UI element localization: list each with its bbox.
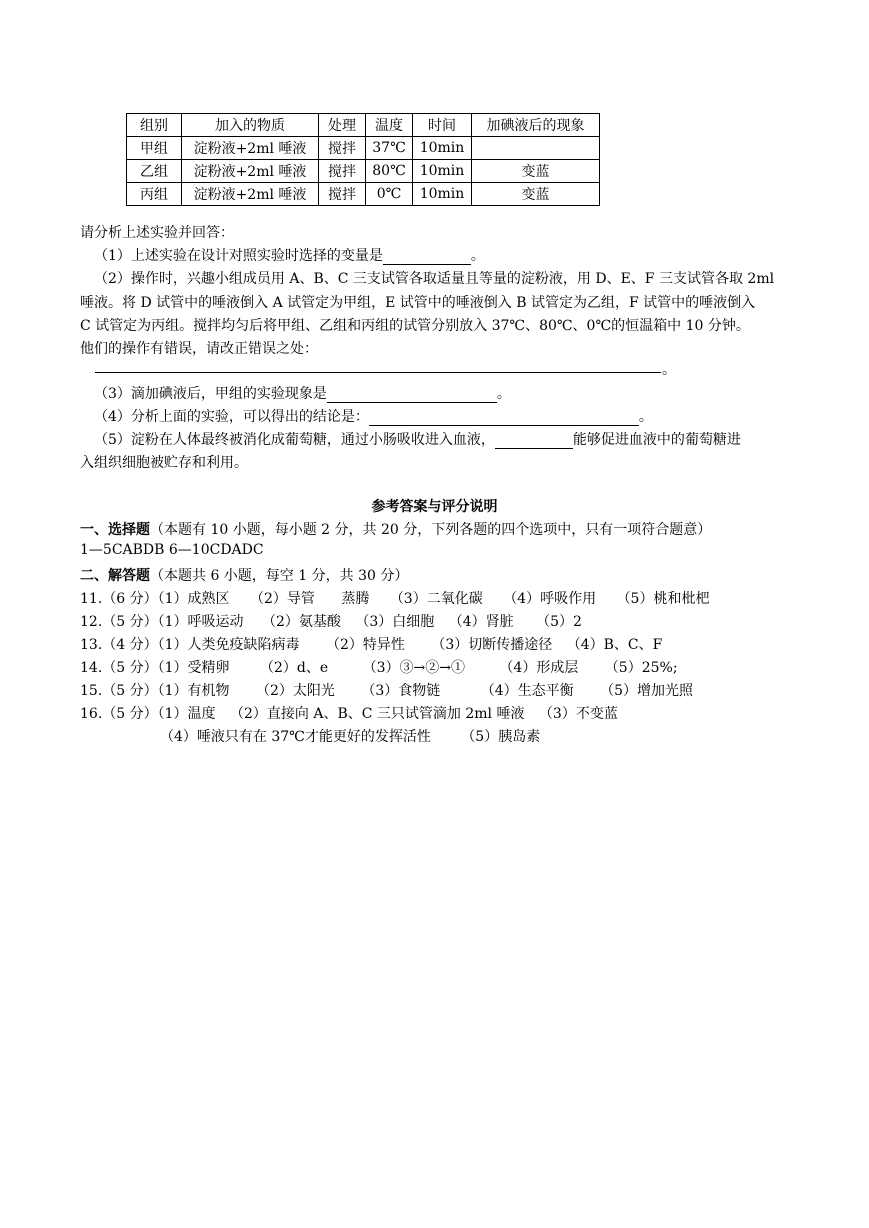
answer-part: （3）不变蓝	[538, 706, 618, 722]
header-cell: 组别	[127, 114, 182, 137]
answer-part: 11.（6 分）（1）成熟区	[80, 591, 230, 607]
table-cell: 10min	[413, 160, 472, 183]
answer-blank	[369, 409, 639, 426]
answer-item-13	[80, 634, 662, 654]
header-cell: 加碘液后的现象	[472, 114, 600, 137]
answer-part: （2）特异性	[325, 637, 405, 653]
question-3	[94, 383, 511, 403]
answer-blank	[95, 372, 661, 373]
questions-intro: 请分析上述实验并回答：	[80, 225, 234, 241]
answer-item-16	[80, 703, 618, 723]
table-header-row	[127, 114, 600, 137]
section-1-desc: （本题有 10 小题，每小题 2 分，共 20 分，下列各题的四个选项中，只有一项符合题意）	[150, 522, 712, 538]
answer-part: （5）增加光照	[600, 683, 694, 699]
section-2-title: 二、解答题	[80, 568, 150, 584]
table-cell: 搅拌	[319, 183, 366, 206]
question-4-end: 。	[638, 409, 653, 425]
question-2-line-2: 唾液。将 D 试管中的唾液倒入 A 试管定为甲组，E 试管中的唾液倒入 B 试管定为乙组，F 试管中的唾液倒入	[80, 295, 756, 311]
answer-item-12	[80, 611, 582, 631]
answer-part: （4）B、C、F	[566, 637, 663, 653]
table-cell: 10min	[413, 137, 472, 160]
table-cell: 变蓝	[472, 160, 600, 183]
section-1-heading	[80, 519, 711, 539]
question-5-text: （5）淀粉在人体最终被消化成葡萄糖，通过小肠吸收进入血液，	[94, 432, 495, 448]
answer-part: （5）胰岛素	[461, 729, 541, 745]
section-1-title: 一、选择题	[80, 522, 150, 538]
table-cell: 0℃	[366, 183, 413, 206]
answer-part: （3）食物链	[361, 683, 441, 699]
answer-part: 16.（5 分）（1）温度	[80, 706, 216, 722]
answer-part: （4）呼吸作用	[503, 591, 597, 607]
answer-part: 蒸腾	[341, 591, 370, 607]
answer-part: （3）③→②→①	[362, 660, 465, 676]
answer-part: （5）桃和枇杷	[616, 591, 710, 607]
table-cell: 搅拌	[319, 160, 366, 183]
table-cell: 淀粉液+2ml 唾液	[182, 183, 319, 206]
table-row	[127, 137, 600, 160]
question-5-line-2: 入组织细胞被贮存和利用。	[80, 455, 248, 471]
table-cell: 淀粉液+2ml 唾液	[182, 160, 319, 183]
answer-part: （2）导管	[249, 591, 315, 607]
answer-part: 13.（4 分）（1）人类免疫缺陷病毒	[80, 637, 300, 653]
answer-item-16-line-2	[160, 726, 540, 746]
answer-part: （2）氨基酸	[261, 614, 341, 630]
section-2-desc: （本题共 6 小题，每空 1 分，共 30 分）	[150, 568, 409, 584]
header-cell: 处理	[319, 114, 366, 137]
answer-part: （2）太阳光	[255, 683, 335, 699]
table-cell: 淀粉液+2ml 唾液	[182, 137, 319, 160]
question-1-text: （1）上述实验在设计对照实验时选择的变量是	[94, 248, 383, 264]
answers-title: 参考答案与评分说明	[371, 499, 498, 515]
answer-part: （2）d、e	[259, 660, 329, 676]
answer-blank	[327, 386, 497, 403]
question-2-line-3: C 试管定为丙组。搅拌均匀后将甲组、乙组和丙组的试管分别放入 37℃、80℃、0℃的恒温箱中 10 分钟。	[80, 318, 750, 334]
question-2-end: 。	[662, 362, 676, 378]
table-cell: 丙组	[127, 183, 182, 206]
question-5	[94, 429, 741, 449]
answer-part: 15.（5 分）（1）有机物	[80, 683, 230, 699]
question-1-end: 。	[470, 248, 485, 264]
table-cell: 10min	[413, 183, 472, 206]
answer-part: （5）25%;	[604, 660, 678, 676]
answer-part: （4）唾液只有在 37℃才能更好的发挥活性	[160, 729, 431, 745]
header-cell: 时间	[413, 114, 472, 137]
experiment-table	[126, 113, 600, 206]
question-2-line-1: （2）操作时，兴趣小组成员用 A、B、C 三支试管各取适量且等量的淀粉液，用 D、E、F 三支试管各取 2ml	[94, 271, 775, 287]
header-cell: 温度	[366, 114, 413, 137]
table-cell: 乙组	[127, 160, 182, 183]
table-row	[127, 183, 600, 206]
question-3-text: （3）滴加碘液后，甲组的实验现象是	[94, 386, 327, 402]
question-4	[94, 406, 653, 426]
answer-part: （2）直接向 A、B、C 三只试管滴加 2ml 唾液	[229, 706, 525, 722]
answer-item-15	[80, 680, 693, 700]
question-5-text-after: 能够促进血液中的葡萄糖进	[572, 432, 741, 448]
answer-part: （4）生态平衡	[480, 683, 574, 699]
answer-part: 14.（5 分）（1）受精卵	[80, 660, 230, 676]
answer-part: （3）白细胞	[355, 614, 435, 630]
header-cell: 加入的物质	[182, 114, 319, 137]
answer-blank	[495, 432, 573, 449]
answer-item-14	[80, 657, 678, 677]
answer-part: （4）肾脏	[448, 614, 514, 630]
answer-part: （5）2	[536, 614, 582, 630]
answer-part: 12.（5 分）（1）呼吸运动	[80, 614, 244, 630]
question-3-end: 。	[496, 386, 511, 402]
question-4-text: （4）分析上面的实验，可以得出的结论是：	[94, 409, 369, 425]
table-cell	[472, 137, 600, 160]
section-1-answers: 1—5CABDB 6—10CDADC	[80, 542, 264, 558]
answer-blank	[383, 248, 471, 265]
table-cell: 37℃	[366, 137, 413, 160]
table-row	[127, 160, 600, 183]
section-2-heading	[80, 565, 408, 585]
table-cell: 甲组	[127, 137, 182, 160]
question-2-line-4: 他们的操作有错误，请改正错误之处：	[80, 341, 318, 357]
answer-item-11	[80, 588, 709, 608]
answer-part: （3）二氧化碳	[389, 591, 483, 607]
table-cell: 搅拌	[319, 137, 366, 160]
table-cell: 80℃	[366, 160, 413, 183]
table-cell: 变蓝	[472, 183, 600, 206]
answer-part: （3）切断传播途径	[431, 637, 553, 653]
answer-part: （4）形成层	[499, 660, 579, 676]
question-1	[94, 245, 485, 265]
